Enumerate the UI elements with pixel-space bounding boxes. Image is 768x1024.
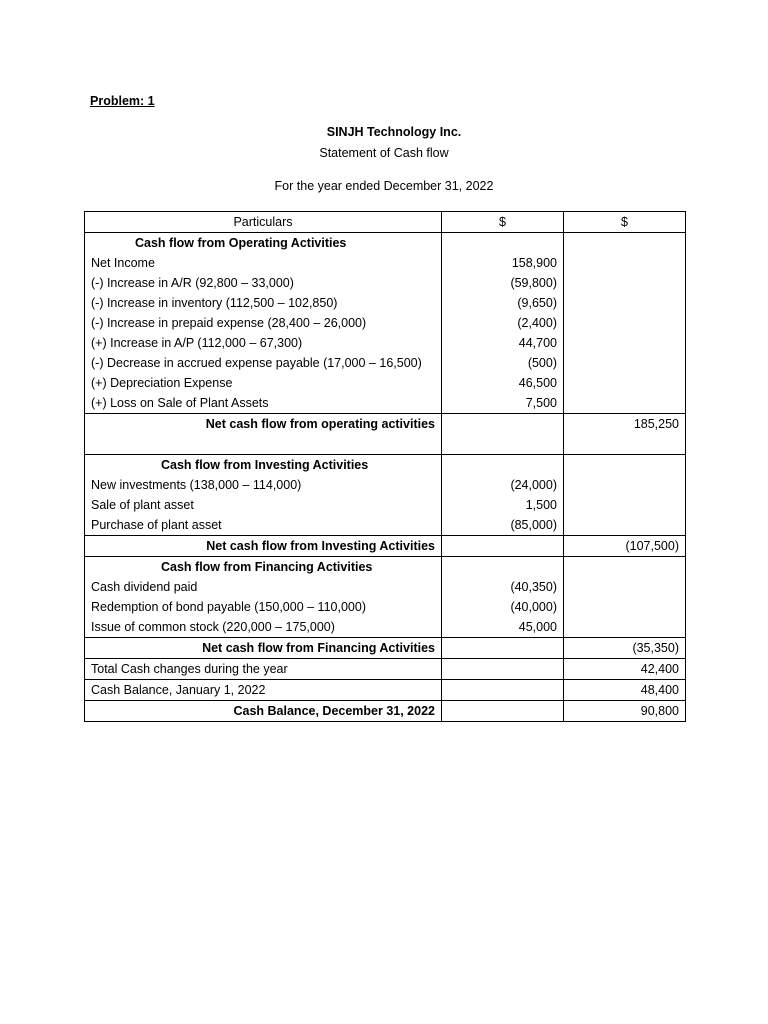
table-header-row — [85, 212, 686, 233]
closing-balance-value: 90,800 — [564, 701, 686, 722]
row-label: (-) Increase in inventory (112,500 – 102,850) — [85, 293, 442, 313]
row-label: (+) Increase in A/P (112,000 – 67,300) — [85, 333, 442, 353]
row-label: Net Income — [85, 253, 442, 273]
investing-total-value: (107,500) — [564, 536, 686, 557]
table-row — [85, 597, 686, 617]
table-row — [85, 333, 686, 353]
row-amount: 44,700 — [442, 333, 564, 353]
table-row — [85, 617, 686, 638]
table-row — [85, 373, 686, 393]
operating-total-row — [85, 414, 686, 455]
investing-heading: Cash flow from Investing Activities — [85, 455, 442, 476]
row-amount: (9,650) — [442, 293, 564, 313]
row-label: New investments (138,000 – 114,000) — [85, 475, 442, 495]
section-heading-row — [85, 455, 686, 476]
statement-title: Statement of Cash flow — [319, 146, 449, 160]
row-label: Sale of plant asset — [85, 495, 442, 515]
operating-heading: Cash flow from Operating Activities — [85, 233, 442, 254]
row-amount: (85,000) — [442, 515, 564, 536]
row-amount: 158,900 — [442, 253, 564, 273]
row-label: Issue of common stock (220,000 – 175,000) — [85, 617, 442, 638]
statement-period: For the year ended December 31, 2022 — [274, 179, 494, 193]
financing-total-label: Net cash flow from Financing Activities — [85, 638, 442, 659]
row-amount: (40,000) — [442, 597, 564, 617]
row-amount: (59,800) — [442, 273, 564, 293]
section-heading-row — [85, 233, 686, 254]
table-row — [85, 393, 686, 414]
row-label: Purchase of plant asset — [85, 515, 442, 536]
table-row — [85, 577, 686, 597]
table-row — [85, 273, 686, 293]
row-amount: (500) — [442, 353, 564, 373]
table-row — [85, 475, 686, 495]
opening-balance-label: Cash Balance, January 1, 2022 — [85, 680, 442, 701]
row-amount: 1,500 — [442, 495, 564, 515]
financing-total-value: (35,350) — [564, 638, 686, 659]
row-amount: 45,000 — [442, 617, 564, 638]
row-amount: 46,500 — [442, 373, 564, 393]
row-label: (+) Depreciation Expense — [85, 373, 442, 393]
operating-total-value: 185,250 — [564, 414, 686, 455]
investing-total-row — [85, 536, 686, 557]
row-label: Redemption of bond payable (150,000 – 110,000) — [85, 597, 442, 617]
row-amount: (24,000) — [442, 475, 564, 495]
row-label: (-) Decrease in accrued expense payable (17,000 – 16,500) — [85, 353, 442, 373]
row-label: (-) Increase in A/R (92,800 – 33,000) — [85, 273, 442, 293]
section-heading-row — [85, 557, 686, 578]
table-row — [85, 515, 686, 536]
company-name: SINJH Technology Inc. — [326, 125, 462, 139]
operating-total-label: Net cash flow from operating activities — [85, 414, 442, 455]
row-label: (-) Increase in prepaid expense (28,400 – 26,000) — [85, 313, 442, 333]
table-row — [85, 313, 686, 333]
cash-flow-table — [84, 211, 686, 722]
investing-total-label: Net cash flow from Investing Activities — [85, 536, 442, 557]
total-changes-label: Total Cash changes during the year — [85, 659, 442, 680]
row-amount: 7,500 — [442, 393, 564, 414]
financing-heading: Cash flow from Financing Activities — [85, 557, 442, 578]
row-label: Cash dividend paid — [85, 577, 442, 597]
header-col3: $ — [564, 212, 686, 233]
total-changes-row — [85, 659, 686, 680]
opening-balance-row — [85, 680, 686, 701]
table-row — [85, 495, 686, 515]
problem-label: Problem: 1 — [90, 94, 155, 108]
total-changes-value: 42,400 — [564, 659, 686, 680]
header-col2: $ — [442, 212, 564, 233]
row-amount: (2,400) — [442, 313, 564, 333]
table-row — [85, 353, 686, 373]
table-row — [85, 293, 686, 313]
financing-total-row — [85, 638, 686, 659]
header-particulars: Particulars — [85, 212, 442, 233]
closing-balance-row — [85, 701, 686, 722]
closing-balance-label: Cash Balance, December 31, 2022 — [85, 701, 442, 722]
table-row — [85, 253, 686, 273]
row-label: (+) Loss on Sale of Plant Assets — [85, 393, 442, 414]
row-amount: (40,350) — [442, 577, 564, 597]
opening-balance-value: 48,400 — [564, 680, 686, 701]
